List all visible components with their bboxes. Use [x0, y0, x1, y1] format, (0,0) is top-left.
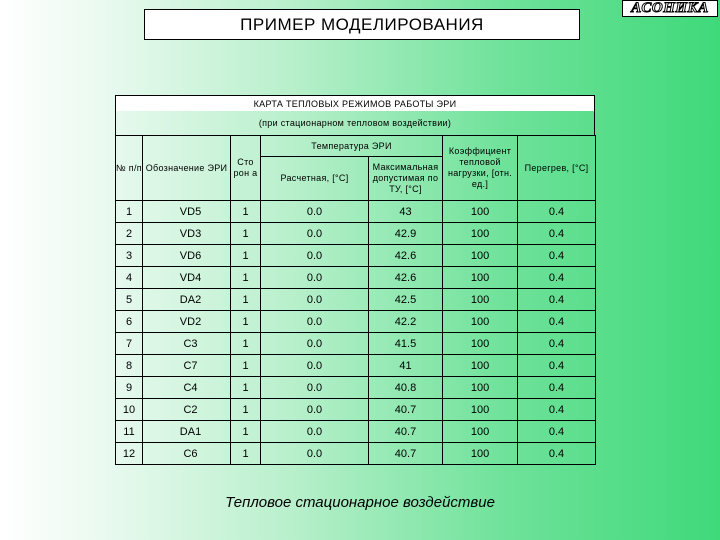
table-row	[116, 443, 596, 465]
header-side: Сто рон а	[231, 136, 261, 201]
header-load-coefficient: Коэффициент тепловой нагрузки, [отн. ед.]	[443, 136, 518, 201]
cell-max-allowed: 42.2	[369, 311, 443, 333]
table-row	[116, 289, 596, 311]
header-calculated: Расчетная, [°C]	[261, 157, 369, 201]
cell-overheat: 0.4	[518, 377, 596, 399]
cell-num: 4	[116, 267, 143, 289]
cell-max-allowed: 40.7	[369, 399, 443, 421]
header-temperature-group: Температура ЭРИ	[261, 136, 443, 157]
cell-num: 12	[116, 443, 143, 465]
cell-load-coefficient: 100	[443, 421, 518, 443]
cell-load-coefficient: 100	[443, 355, 518, 377]
cell-load-coefficient: 100	[443, 377, 518, 399]
cell-num: 8	[116, 355, 143, 377]
cell-num: 5	[116, 289, 143, 311]
cell-calculated: 0.0	[261, 443, 369, 465]
header-overheat: Перегрев, [°C]	[518, 136, 596, 201]
cell-designation: VD3	[143, 223, 231, 245]
page-title: ПРИМЕР МОДЕЛИРОВАНИЯ	[144, 9, 580, 40]
cell-load-coefficient: 100	[443, 201, 518, 223]
cell-max-allowed: 40.7	[369, 421, 443, 443]
cell-num: 2	[116, 223, 143, 245]
cell-designation: VD6	[143, 245, 231, 267]
table-row	[116, 399, 596, 421]
cell-max-allowed: 43	[369, 201, 443, 223]
table-row	[116, 245, 596, 267]
table-subtitle: (при стационарном тепловом воздействии)	[115, 111, 595, 135]
caption: Тепловое стационарное воздействие	[225, 494, 495, 511]
cell-designation: C7	[143, 355, 231, 377]
cell-designation: C4	[143, 377, 231, 399]
cell-calculated: 0.0	[261, 311, 369, 333]
thermal-map-table	[115, 135, 596, 465]
table-row	[116, 333, 596, 355]
cell-side: 1	[231, 399, 261, 421]
cell-designation: C2	[143, 399, 231, 421]
cell-load-coefficient: 100	[443, 399, 518, 421]
table-row	[116, 267, 596, 289]
asonika-logo: АСОНИКА	[622, 0, 718, 17]
cell-overheat: 0.4	[518, 355, 596, 377]
cell-load-coefficient: 100	[443, 223, 518, 245]
cell-side: 1	[231, 267, 261, 289]
cell-side: 1	[231, 355, 261, 377]
cell-overheat: 0.4	[518, 289, 596, 311]
cell-calculated: 0.0	[261, 245, 369, 267]
cell-side: 1	[231, 311, 261, 333]
table-row	[116, 311, 596, 333]
cell-max-allowed: 40.7	[369, 443, 443, 465]
cell-max-allowed: 40.8	[369, 377, 443, 399]
cell-side: 1	[231, 443, 261, 465]
cell-num: 1	[116, 201, 143, 223]
cell-num: 7	[116, 333, 143, 355]
cell-calculated: 0.0	[261, 223, 369, 245]
cell-designation: VD2	[143, 311, 231, 333]
cell-side: 1	[231, 245, 261, 267]
cell-calculated: 0.0	[261, 201, 369, 223]
table-row	[116, 421, 596, 443]
cell-overheat: 0.4	[518, 333, 596, 355]
cell-side: 1	[231, 333, 261, 355]
table-row	[116, 355, 596, 377]
cell-max-allowed: 42.6	[369, 267, 443, 289]
cell-max-allowed: 42.5	[369, 289, 443, 311]
cell-designation: C6	[143, 443, 231, 465]
cell-side: 1	[231, 377, 261, 399]
cell-load-coefficient: 100	[443, 333, 518, 355]
cell-calculated: 0.0	[261, 355, 369, 377]
cell-overheat: 0.4	[518, 267, 596, 289]
cell-calculated: 0.0	[261, 377, 369, 399]
cell-load-coefficient: 100	[443, 289, 518, 311]
cell-max-allowed: 42.6	[369, 245, 443, 267]
cell-num: 10	[116, 399, 143, 421]
cell-calculated: 0.0	[261, 399, 369, 421]
cell-overheat: 0.4	[518, 201, 596, 223]
header-designation: Обозначение ЭРИ	[143, 136, 231, 201]
cell-designation: C3	[143, 333, 231, 355]
table-row	[116, 201, 596, 223]
table-title: КАРТА ТЕПЛОВЫХ РЕЖИМОВ РАБОТЫ ЭРИ	[115, 95, 595, 111]
cell-overheat: 0.4	[518, 443, 596, 465]
cell-designation: VD5	[143, 201, 231, 223]
cell-overheat: 0.4	[518, 245, 596, 267]
cell-max-allowed: 42.9	[369, 223, 443, 245]
cell-overheat: 0.4	[518, 399, 596, 421]
cell-load-coefficient: 100	[443, 443, 518, 465]
cell-max-allowed: 41	[369, 355, 443, 377]
table-body	[116, 201, 596, 465]
cell-side: 1	[231, 223, 261, 245]
cell-calculated: 0.0	[261, 289, 369, 311]
cell-side: 1	[231, 289, 261, 311]
cell-calculated: 0.0	[261, 267, 369, 289]
cell-calculated: 0.0	[261, 421, 369, 443]
cell-load-coefficient: 100	[443, 311, 518, 333]
cell-overheat: 0.4	[518, 223, 596, 245]
cell-num: 6	[116, 311, 143, 333]
cell-load-coefficient: 100	[443, 267, 518, 289]
cell-max-allowed: 41.5	[369, 333, 443, 355]
table-row	[116, 377, 596, 399]
cell-overheat: 0.4	[518, 421, 596, 443]
cell-load-coefficient: 100	[443, 245, 518, 267]
cell-calculated: 0.0	[261, 333, 369, 355]
table-row	[116, 223, 596, 245]
cell-num: 3	[116, 245, 143, 267]
cell-num: 9	[116, 377, 143, 399]
cell-side: 1	[231, 201, 261, 223]
cell-num: 11	[116, 421, 143, 443]
header-num: № п/п	[116, 136, 143, 201]
table-header-row	[116, 136, 596, 157]
cell-designation: VD4	[143, 267, 231, 289]
cell-designation: DA1	[143, 421, 231, 443]
header-max-allowed: Максимальная допустимая по ТУ, [°C]	[369, 157, 443, 201]
cell-side: 1	[231, 421, 261, 443]
cell-designation: DA2	[143, 289, 231, 311]
cell-overheat: 0.4	[518, 311, 596, 333]
